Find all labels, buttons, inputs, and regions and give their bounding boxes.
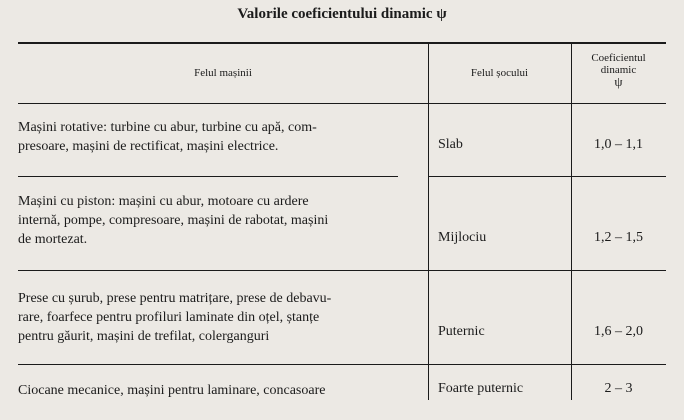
- column-divider: [571, 44, 572, 400]
- text-line: Ciocane mecanice, mașini pentru laminare, concasoare: [18, 383, 326, 398]
- text-line: presoare, mașini de rectificat, mașini electrice.: [18, 139, 279, 154]
- header-coefficient-line2: dinamic: [600, 64, 637, 76]
- header-coefficient-line1: Coeficientul: [591, 52, 646, 64]
- row-divider: [18, 176, 398, 177]
- table-top-rule: [18, 42, 666, 44]
- text-line: de mortezat.: [18, 232, 88, 247]
- header-coefficient-symbol: ψ: [614, 74, 623, 89]
- table-row-machines: [18, 118, 420, 156]
- text-line: rare, foarfece pentru profiluri laminate din oțel, ștanțe: [18, 310, 320, 325]
- text-line: pentru găurit, mașini de trefilat, colerganguri: [18, 329, 270, 344]
- row-divider: [428, 176, 666, 177]
- table-title: Valorile coeficientului dinamic ψ: [237, 6, 447, 22]
- table-row-shock: Puternic: [438, 324, 485, 339]
- header-coefficient: [571, 52, 666, 88]
- table-row-machines: [18, 192, 420, 249]
- header-bottom-rule: [18, 103, 666, 104]
- column-divider: [428, 44, 429, 400]
- table-row-shock: Slab: [438, 137, 463, 152]
- table-row-coefficient: 1,2 – 1,5: [594, 230, 643, 245]
- text-line: Mașini cu piston: mașini cu abur, motoare cu ardere: [18, 194, 309, 209]
- table-row-coefficient: 1,0 – 1,1: [594, 137, 643, 152]
- table-row-shock: Foarte puternic: [438, 381, 524, 396]
- table-row-shock: Mijlociu: [438, 230, 487, 245]
- text-line: Mașini rotative: turbine cu abur, turbine cu apă, com-: [18, 120, 317, 135]
- table-row-machines: [18, 381, 420, 400]
- row-divider: [18, 270, 666, 271]
- table-row-coefficient: 1,6 – 2,0: [594, 324, 643, 339]
- header-shock-type: Felul șocului: [470, 67, 529, 79]
- text-line: Prese cu șurub, prese pentru matrițare, prese de debavu-: [18, 291, 332, 306]
- header-machine-type: Felul mașinii: [194, 67, 252, 79]
- row-divider: [18, 364, 666, 365]
- text-line: internă, pompe, compresoare, mașini de rabotat, mașini: [18, 213, 329, 228]
- table-row-coefficient: 2 – 3: [604, 381, 633, 396]
- table-row-machines: [18, 289, 420, 346]
